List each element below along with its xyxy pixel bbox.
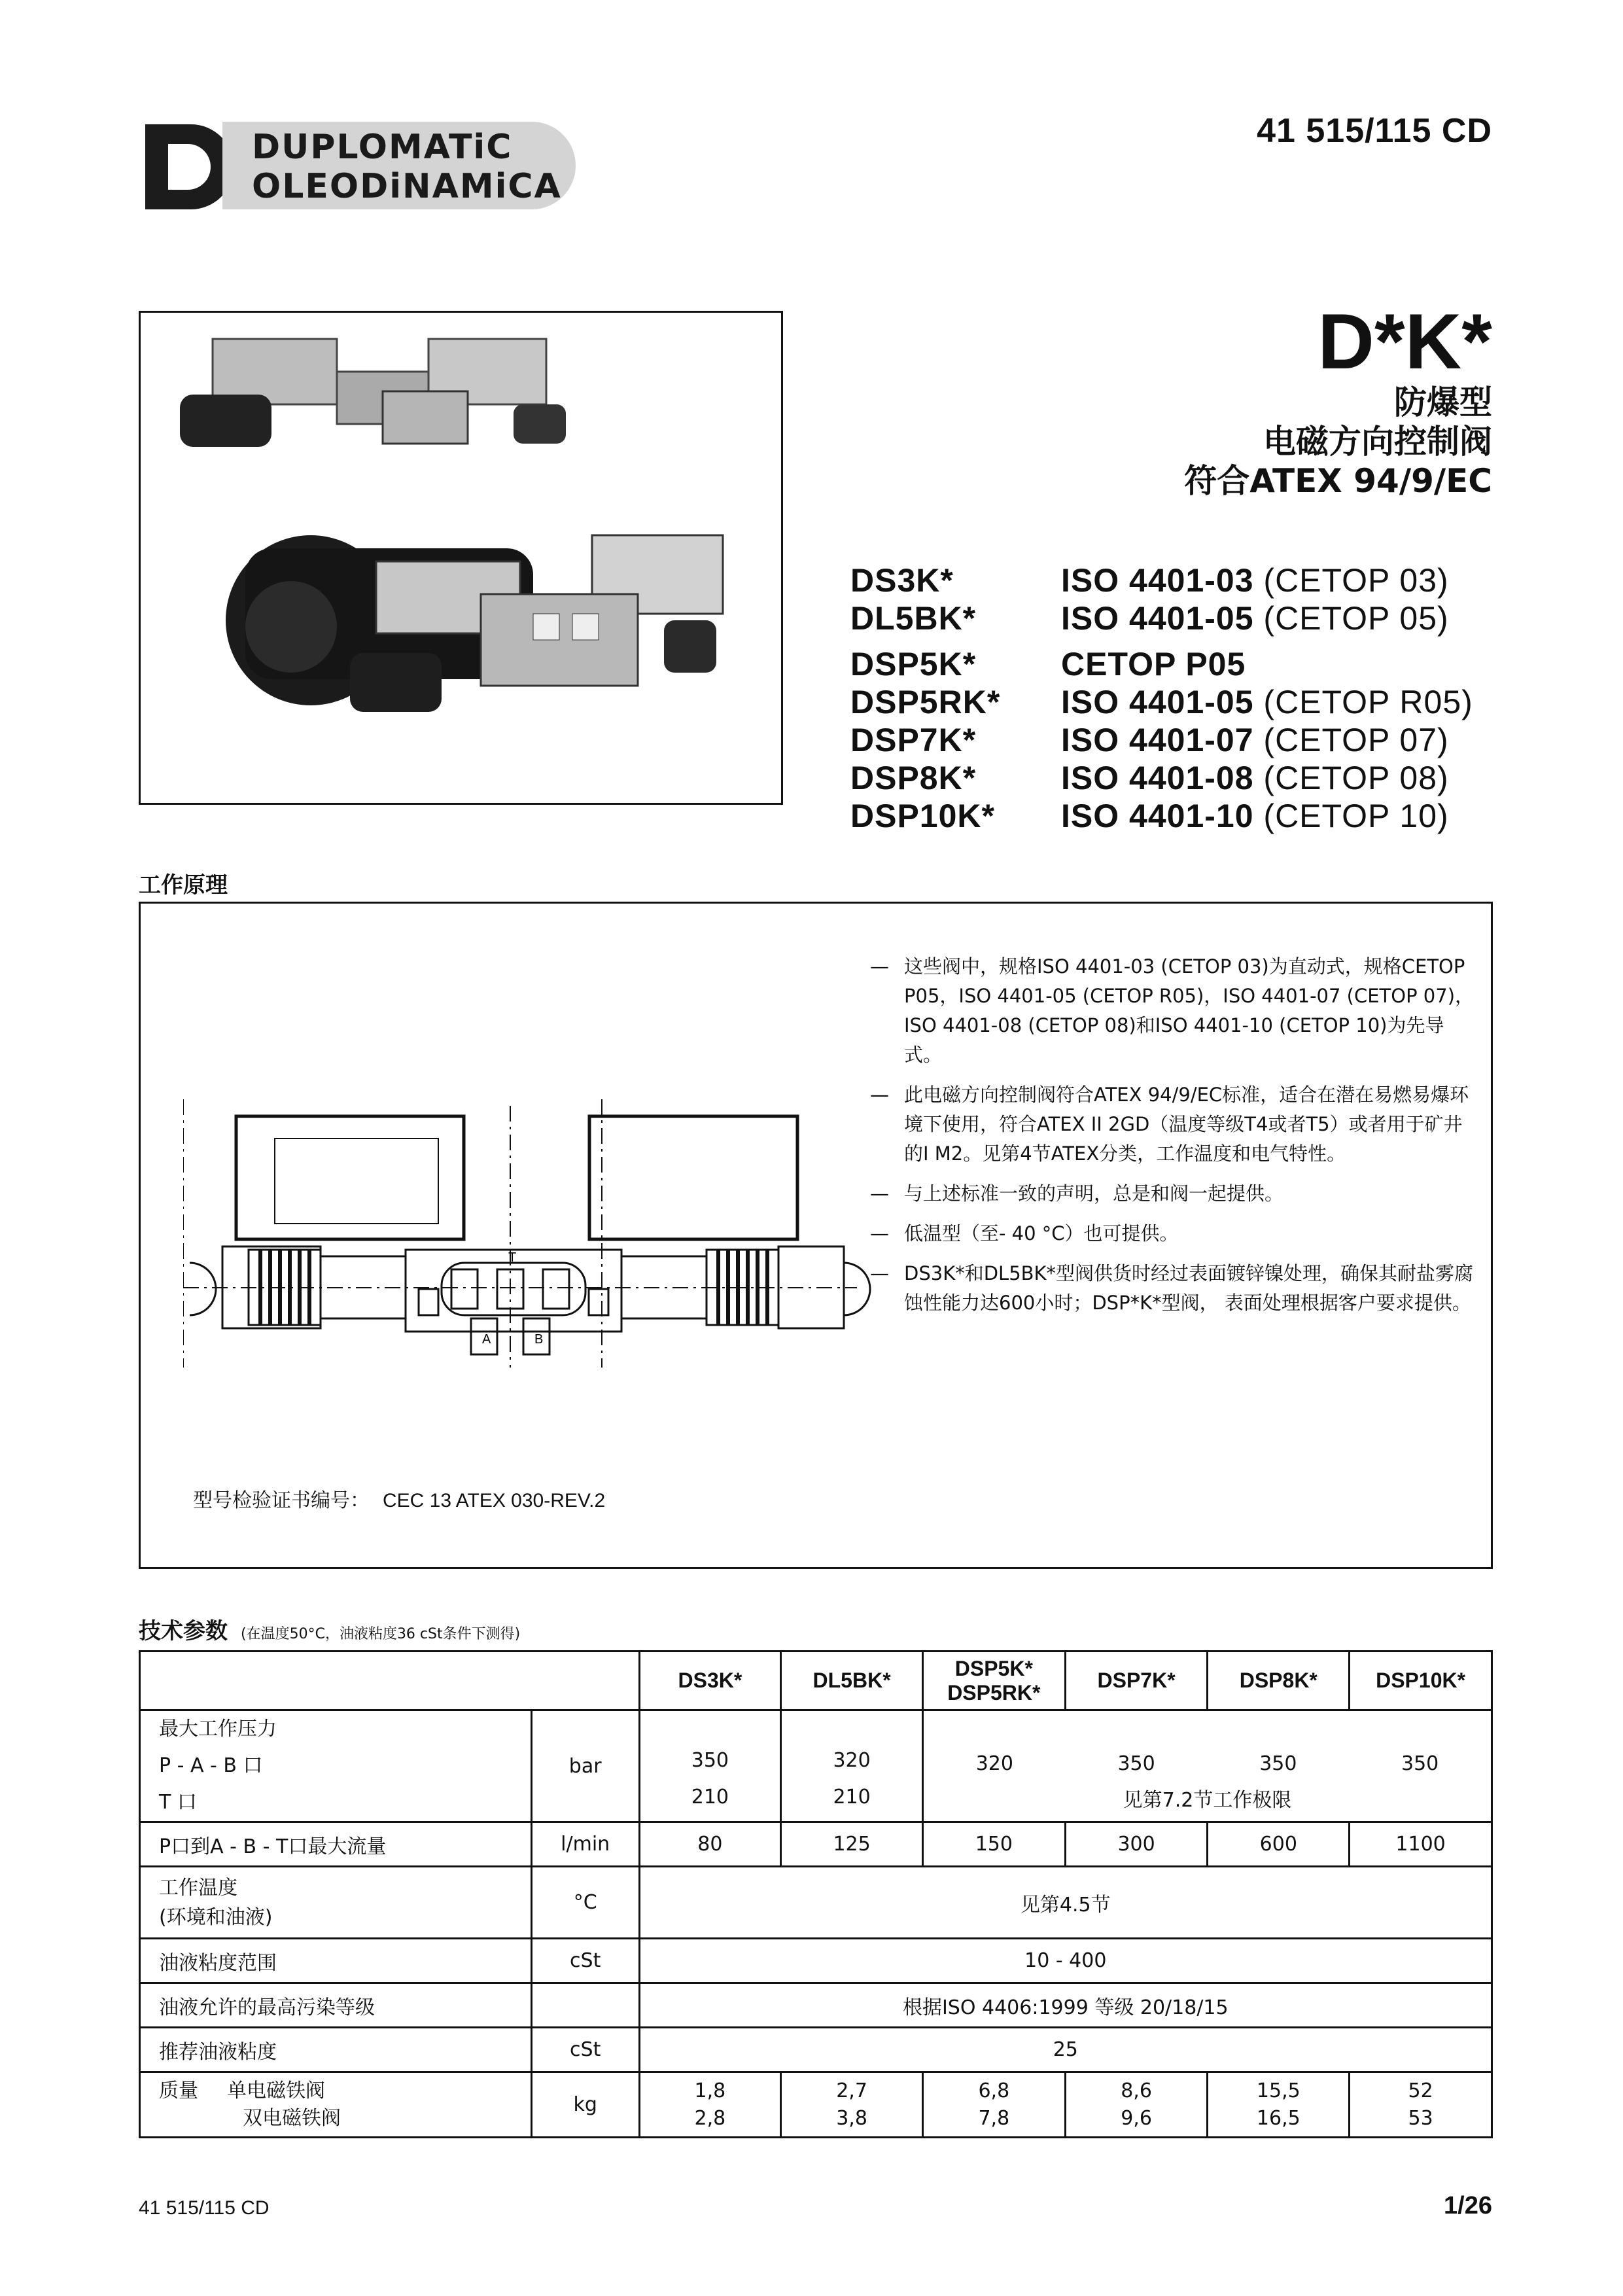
unit-cell: cSt: [531, 1939, 639, 1983]
mass-single-value: 8,6: [1121, 2079, 1152, 2102]
value-cell-merged: [922, 1710, 1492, 1822]
column-header: DS3K*: [639, 1651, 781, 1710]
model-row: [850, 762, 1449, 794]
table-row-mass: [140, 2072, 1492, 2138]
product-photo-frame: [139, 311, 783, 805]
row-label: 油液粘度范围: [140, 1939, 532, 1983]
model-row: [850, 724, 1449, 756]
page-number: 1/26: [1444, 2192, 1492, 2219]
column-header-line: DSP5K*: [954, 1656, 1033, 1680]
value-cell: [1350, 2072, 1492, 2138]
mass-double-label: 双电磁铁阀: [243, 2106, 341, 2130]
certificate-label: 型号检验证书编号：: [193, 1489, 370, 1512]
model-standard: CETOP P05: [1061, 646, 1246, 682]
unit-cell: bar: [531, 1710, 639, 1822]
table-header-row: [140, 1651, 1492, 1710]
tech-title: [139, 1613, 520, 1645]
principle-bullets: [870, 952, 1478, 1328]
value-cell: 300: [1065, 1822, 1208, 1867]
model-row: [850, 800, 1449, 832]
model-standard: ISO 4401-10: [1061, 798, 1254, 834]
row-label: [140, 2072, 532, 2138]
unit-cell: l/min: [531, 1822, 639, 1867]
model-cetop: (CETOP 05): [1253, 600, 1449, 637]
mass-single-value: 15,5: [1256, 2079, 1300, 2102]
bullet-dash: —: [870, 1222, 889, 1245]
row-label: [140, 1710, 532, 1822]
subtitle-line-1: 防爆型: [1394, 383, 1492, 421]
value-cell: [781, 1710, 923, 1822]
model-row: [850, 648, 1246, 680]
pressure-t-label: T 口: [159, 1791, 197, 1814]
value-cell-merged: 根据ISO 4406:1999 等级 20/18/15: [639, 1983, 1492, 2028]
model-standard: ISO 4401-08: [1061, 760, 1254, 796]
pab-value: 350: [691, 1749, 729, 1772]
model-name: DSP5K*: [850, 646, 977, 682]
principle-bullet: [870, 1179, 1478, 1209]
bullet-text: DS3K*和DL5BK*型阀供货时经过表面镀锌镍处理，确保其耐盐雾腐蚀性能力达600小时；DSP*K*型阀， 表面处理根据客户要求提供。: [904, 1262, 1474, 1314]
mass-double-value: 53: [1408, 2106, 1433, 2130]
mass-double-value: 16,5: [1256, 2106, 1300, 2130]
mass-double-value: 9,6: [1121, 2106, 1152, 2130]
model-cetop: (CETOP 08): [1253, 760, 1449, 796]
value-cell: 125: [781, 1822, 923, 1867]
row-label: 油液允许的最高污染等级: [140, 1983, 532, 2028]
model-standard: ISO 4401-03: [1061, 562, 1254, 599]
unit-cell: kg: [531, 2072, 639, 2138]
footer-doc-code: 41 515/115 CD: [139, 2197, 270, 2219]
row-label: P口到A - B - T口最大流量: [140, 1822, 532, 1867]
unit-cell: °C: [531, 1867, 639, 1939]
value-cell: 150: [922, 1822, 1065, 1867]
value-cell: [639, 2072, 781, 2138]
t-value: 210: [691, 1786, 729, 1809]
bullet-dash: —: [870, 1182, 889, 1205]
bullet-text: 这些阀中，规格ISO 4401-03 (CETOP 03)为直动式，规格CETOP P05，ISO 4401-05 (CETOP R05)，ISO 4401-07 (CETOP 07)，ISO 4401-08 (CETOP 08)和ISO 4401-10 (CETOP 10)为先导式。: [904, 955, 1475, 1066]
bullet-text: 与上述标准一致的声明，总是和阀一起提供。: [904, 1182, 1284, 1205]
temp-label: 工作温度: [159, 1876, 237, 1899]
column-header: DSP8K*: [1208, 1651, 1350, 1710]
principle-bullet: [870, 1259, 1478, 1318]
table-row-pressure: [140, 1710, 1492, 1822]
principle-bullet: [870, 1219, 1478, 1248]
document-code: 41 515/115 CD: [1257, 112, 1492, 150]
mass-single-value: 1,8: [694, 2079, 726, 2102]
row-label: 推荐油液粘度: [140, 2028, 532, 2072]
model-name: DL5BK*: [850, 600, 977, 637]
model-name: DSP5RK*: [850, 684, 1001, 720]
tech-spec-table: [139, 1650, 1493, 2138]
t-limit-note: 见第7.2节工作极限: [1123, 1789, 1292, 1812]
value-cell: [1208, 2072, 1350, 2138]
principle-bullet: [870, 952, 1478, 1070]
model-standard: ISO 4401-05: [1061, 684, 1254, 720]
column-header-line: DSP5RK*: [947, 1680, 1041, 1704]
bullet-text: 此电磁方向控制阀符合ATEX 94/9/EC标准，适合在潜在易燃易爆环境下使用，符合ATEX II 2GD（温度等级T4或者T5）或者用于矿井的I M2。见第4节ATEX分类，工作温度和电气特性。: [904, 1084, 1469, 1165]
model-row: [850, 602, 1449, 635]
pab-value: 350: [1401, 1752, 1439, 1775]
model-name: DSP8K*: [850, 760, 977, 796]
bullet-text: 低温型（至- 40 °C）也可提供。: [904, 1222, 1179, 1245]
unit-cell: [531, 1983, 639, 2028]
principle-title: 工作原理: [139, 872, 228, 898]
table-row-flow: [140, 1822, 1492, 1867]
value-cell: [1065, 2072, 1208, 2138]
model-row: [850, 564, 1449, 597]
product-photo: [141, 313, 781, 803]
mass-double-value: 2,8: [694, 2106, 726, 2130]
value-cell: 80: [639, 1822, 781, 1867]
value-cell: [781, 2072, 923, 2138]
subtitle-line-2: 电磁方向控制阀: [1263, 423, 1492, 461]
product-title: D*K*: [1318, 298, 1492, 385]
pab-value: 350: [1117, 1752, 1155, 1775]
certificate-line: [193, 1484, 605, 1513]
value-cell: [639, 1710, 781, 1822]
pressure-label: 最大工作压力: [159, 1718, 277, 1740]
mass-double-value: 7,8: [978, 2106, 1010, 2130]
bullet-dash: —: [870, 955, 889, 978]
value-cell-merged: 25: [639, 2028, 1492, 2072]
table-row-contamination: [140, 1983, 1492, 2028]
mass-label: 质量: [159, 2079, 198, 2102]
port-b-label: B: [534, 1332, 544, 1347]
model-name: DSP7K*: [850, 722, 977, 758]
column-header: [922, 1651, 1065, 1710]
model-row: [850, 686, 1473, 718]
principle-bullet: [870, 1080, 1478, 1169]
column-header: DSP7K*: [1065, 1651, 1208, 1710]
mass-single-label: 单电磁铁阀: [227, 2079, 325, 2102]
row-label: [140, 1867, 532, 1939]
bullet-dash: —: [870, 1084, 889, 1106]
t-value: 210: [833, 1786, 871, 1809]
value-cell-merged: 见第4.5节: [639, 1867, 1492, 1939]
mass-single-value: 6,8: [978, 2079, 1010, 2102]
value-cell: 600: [1208, 1822, 1350, 1867]
bullet-dash: —: [870, 1262, 889, 1284]
subtitle-line-3: 符合ATEX 94/9/EC: [1184, 462, 1492, 500]
port-t-label: T: [508, 1250, 517, 1265]
model-cetop: (CETOP 07): [1253, 722, 1449, 758]
brand-name-line2: OLEODiNAMiCA: [252, 167, 562, 206]
value-cell: [922, 2072, 1065, 2138]
valve-section-drawing: [183, 1093, 877, 1368]
brand-name-line1: DUPLOMATiC: [252, 128, 513, 167]
pab-value: 320: [975, 1752, 1013, 1775]
mass-single-value: 52: [1408, 2079, 1433, 2102]
model-standard: ISO 4401-05: [1061, 600, 1254, 637]
model-name: DSP10K*: [850, 798, 995, 834]
column-header: DSP10K*: [1350, 1651, 1492, 1710]
unit-cell: cSt: [531, 2028, 639, 2072]
table-row-temperature: [140, 1867, 1492, 1939]
header-blank: [140, 1651, 640, 1710]
column-header: DL5BK*: [781, 1651, 923, 1710]
tech-note: (在温度50°C，油液粘度36 cSt条件下测得): [241, 1626, 521, 1642]
model-name: DS3K*: [850, 562, 954, 599]
pab-value: 350: [1259, 1752, 1297, 1775]
mass-double-value: 3,8: [836, 2106, 867, 2130]
certificate-code: CEC 13 ATEX 030-REV.2: [383, 1490, 606, 1511]
mass-single-value: 2,7: [836, 2079, 867, 2102]
port-a-label: A: [482, 1332, 491, 1347]
model-cetop: (CETOP 03): [1253, 562, 1449, 599]
model-standard: ISO 4401-07: [1061, 722, 1254, 758]
value-cell: 1100: [1350, 1822, 1492, 1867]
model-cetop: (CETOP 10): [1253, 798, 1449, 834]
pressure-pab-label: P - A - B 口: [159, 1754, 263, 1777]
tech-title-text: 技术参数: [139, 1618, 228, 1644]
pab-value: 320: [833, 1749, 871, 1772]
temp-label-sub: (环境和油液): [159, 1905, 273, 1929]
table-row-viscosity: [140, 1939, 1492, 1983]
model-cetop: (CETOP R05): [1253, 684, 1473, 720]
value-cell-merged: 10 - 400: [639, 1939, 1492, 1983]
table-row-recommended-viscosity: [140, 2028, 1492, 2072]
